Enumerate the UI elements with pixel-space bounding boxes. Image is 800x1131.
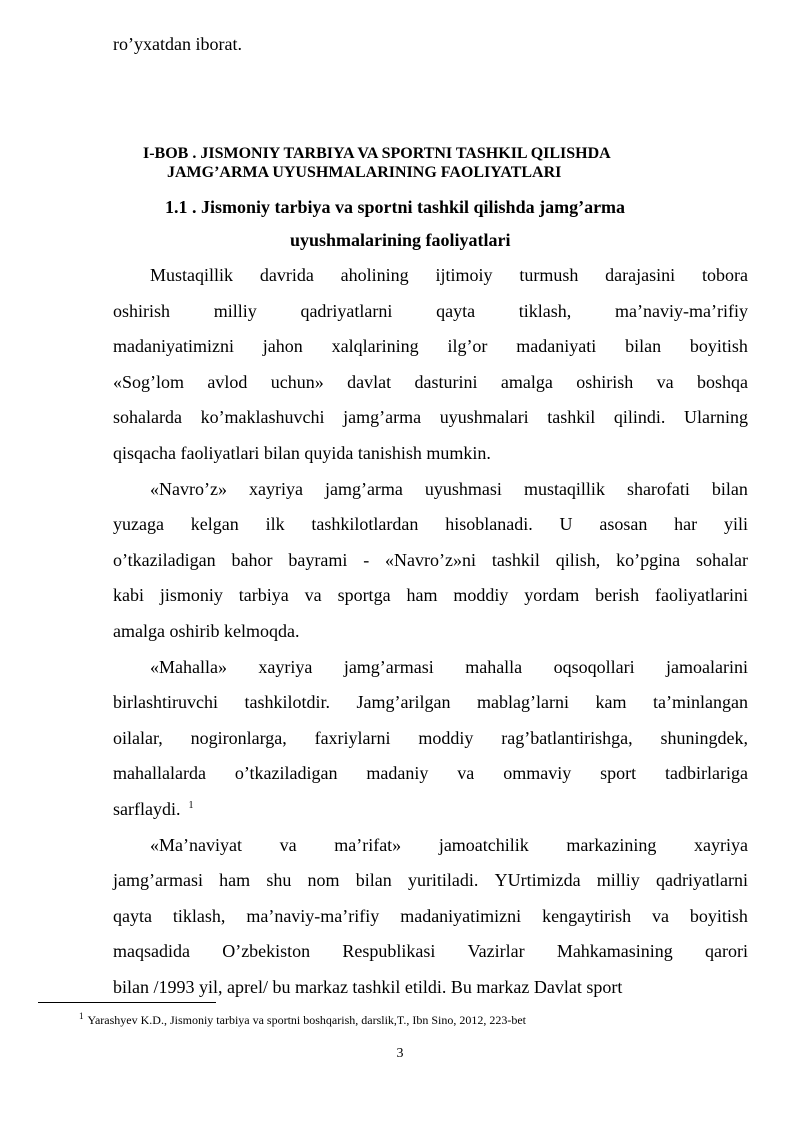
word: nom bbox=[307, 870, 340, 890]
word: bayrami bbox=[288, 550, 348, 570]
word: va bbox=[457, 763, 475, 783]
word: va bbox=[652, 906, 669, 926]
paragraph-line bbox=[150, 479, 748, 500]
word: oilalar, bbox=[113, 728, 163, 748]
word: moddiy bbox=[418, 728, 474, 748]
footnote-reference: 1 bbox=[188, 800, 194, 811]
word: «Ma’naviyat bbox=[150, 835, 242, 855]
word: bahor bbox=[231, 550, 273, 570]
word: o’tkaziladigan bbox=[113, 550, 216, 570]
word: Vazirlar bbox=[467, 941, 525, 961]
word: oqsoqollari bbox=[553, 657, 635, 677]
word: bilan bbox=[711, 479, 748, 499]
word: yili bbox=[723, 514, 748, 534]
word: tiklash, bbox=[518, 301, 572, 321]
word: mustaqillik bbox=[523, 479, 605, 499]
chapter-heading-line1: I-BOB . JISMONIY TARBIYA VA SPORTNI TASHKIL QILISHDA bbox=[143, 145, 611, 162]
word: ham bbox=[219, 870, 251, 890]
word: davrida bbox=[259, 265, 314, 285]
word: uchun» bbox=[270, 372, 324, 392]
word: - bbox=[363, 550, 370, 570]
word: dasturini bbox=[414, 372, 478, 392]
word: qayta bbox=[436, 301, 476, 321]
word: qarori bbox=[705, 941, 748, 961]
word: madaniyatimizni bbox=[400, 906, 522, 926]
word: oshirish bbox=[113, 301, 171, 321]
paragraph-line bbox=[113, 906, 748, 927]
word: tiklash, bbox=[172, 906, 226, 926]
word: uyushmalari bbox=[439, 407, 529, 427]
word: ma’naviy-ma’rifiy bbox=[246, 906, 380, 926]
paragraph-line: bilan /1993 yil, aprel/ bu markaz tashkil etildi. Bu markaz Davlat sport bbox=[113, 977, 623, 997]
paragraph-line bbox=[113, 372, 748, 393]
word: davlat bbox=[347, 372, 392, 392]
word: turmush bbox=[519, 265, 579, 285]
word: mahallalarda bbox=[113, 763, 206, 783]
section-heading-line2: uyushmalarining faoliyatlari bbox=[290, 230, 511, 250]
word: kabi bbox=[113, 585, 144, 605]
word: bilan bbox=[355, 870, 392, 890]
word: nogironlarga, bbox=[190, 728, 287, 748]
word: «Mahalla» bbox=[150, 657, 227, 677]
paragraph-line: qisqacha faoliyatlari bilan quyida tanishish mumkin. bbox=[113, 443, 491, 463]
word: moddiy bbox=[453, 585, 509, 605]
word: jamg’arma bbox=[343, 407, 422, 427]
word: xayriya bbox=[248, 479, 303, 499]
word: ilg’or bbox=[447, 336, 488, 356]
word: kengaytirish bbox=[542, 906, 632, 926]
paragraph-line bbox=[113, 407, 748, 428]
word: mablag’larni bbox=[477, 692, 569, 712]
word: Jamg’arilgan bbox=[356, 692, 451, 712]
footnote bbox=[79, 1011, 526, 1028]
word: ta’minlangan bbox=[653, 692, 748, 712]
word: xayriya bbox=[694, 835, 748, 855]
word: asosan bbox=[599, 514, 648, 534]
word: va bbox=[656, 372, 674, 392]
word: Mahkamasining bbox=[556, 941, 673, 961]
word: kelgan bbox=[190, 514, 239, 534]
word: madaniy bbox=[366, 763, 429, 783]
word: sohalarda bbox=[113, 407, 182, 427]
word: tashkil bbox=[547, 407, 596, 427]
chapter-heading-line2: JAMG’ARMA UYUSHMALARINING FAOLIYATLARI bbox=[167, 164, 562, 181]
word: qadriyatlarni bbox=[656, 870, 748, 890]
word: va bbox=[304, 585, 322, 605]
word: O’zbekiston bbox=[222, 941, 311, 961]
top-line: ro’yxatdan iborat. bbox=[113, 34, 242, 54]
word: boshqa bbox=[697, 372, 748, 392]
paragraph-line bbox=[150, 265, 748, 286]
word: U bbox=[559, 514, 573, 534]
word: ham bbox=[406, 585, 438, 605]
word: qilindi. bbox=[613, 407, 666, 427]
word: shuningdek, bbox=[660, 728, 748, 748]
word: YUrtimizda bbox=[494, 870, 581, 890]
word: faxriylarni bbox=[314, 728, 391, 748]
page-number: 3 bbox=[396, 1046, 404, 1061]
word: «Navro’z» bbox=[150, 479, 227, 499]
paragraph-line bbox=[113, 301, 748, 322]
word: hisoblanadi. bbox=[445, 514, 533, 534]
word: Mustaqillik bbox=[150, 265, 234, 285]
word: yordam bbox=[524, 585, 580, 605]
word: markazining bbox=[566, 835, 657, 855]
word: ilk bbox=[265, 514, 285, 534]
footnote-text: Yarashyev K.D., Jismoniy tarbiya va sportni boshqarish, darslik,T., Ibn Sino, 2012, 223-bet bbox=[87, 1013, 527, 1027]
word: qilish, bbox=[555, 550, 601, 570]
word: jismoniy bbox=[159, 585, 223, 605]
footnote-rule bbox=[38, 1002, 216, 1003]
word: madaniyati bbox=[516, 336, 597, 356]
word: tashkil bbox=[491, 550, 540, 570]
paragraph-line bbox=[113, 550, 748, 571]
word: boyitish bbox=[689, 906, 748, 926]
word: jamg’arma bbox=[324, 479, 403, 499]
word: xayriya bbox=[258, 657, 313, 677]
word: «Navro’z»ni bbox=[385, 550, 477, 570]
word: qayta bbox=[113, 906, 152, 926]
word: sport bbox=[600, 763, 637, 783]
word: shu bbox=[266, 870, 292, 890]
paragraph-line bbox=[113, 514, 748, 535]
word: boyitish bbox=[689, 336, 748, 356]
word: jahon bbox=[262, 336, 303, 356]
word: tadbirlariga bbox=[665, 763, 748, 783]
word: ommaviy bbox=[503, 763, 572, 783]
word: yuritiladi. bbox=[407, 870, 479, 890]
word: maqsadida bbox=[113, 941, 190, 961]
paragraph-line: amalga oshirib kelmoqda. bbox=[113, 621, 300, 641]
word: o’tkaziladigan bbox=[234, 763, 338, 783]
word: mahalla bbox=[465, 657, 523, 677]
paragraph-line bbox=[113, 692, 748, 713]
word: jamg’armasi bbox=[113, 870, 203, 890]
word: rag’batlantirishga, bbox=[501, 728, 633, 748]
paragraph-line bbox=[150, 657, 748, 678]
word: kam bbox=[595, 692, 627, 712]
section-heading-line1: 1.1 . Jismoniy tarbiya va sportni tashkil qilishda jamg’arma bbox=[165, 197, 626, 217]
word: sportga bbox=[337, 585, 391, 605]
word: aholining bbox=[340, 265, 409, 285]
word: har bbox=[674, 514, 698, 534]
word: tobora bbox=[701, 265, 748, 285]
word: tashkilotdir. bbox=[244, 692, 330, 712]
word: uyushmasi bbox=[424, 479, 502, 499]
word: Respublikasi bbox=[342, 941, 436, 961]
word: ma’rifat» bbox=[334, 835, 402, 855]
word: milliy bbox=[213, 301, 257, 321]
word: faoliyatlarini bbox=[655, 585, 748, 605]
paragraph-line bbox=[113, 941, 748, 962]
word: ko’maklashuvchi bbox=[200, 407, 325, 427]
word: va bbox=[279, 835, 297, 855]
word: jamg’armasi bbox=[343, 657, 434, 677]
footnote-mark: 1 bbox=[79, 1011, 84, 1021]
paragraph-line bbox=[113, 763, 748, 784]
word: sharofati bbox=[626, 479, 690, 499]
word: jamoatchilik bbox=[438, 835, 529, 855]
word: ijtimoiy bbox=[435, 265, 493, 285]
word: birlashtiruvchi bbox=[113, 692, 218, 712]
paragraph-line: sarflaydi. $^1$ bbox=[113, 799, 194, 819]
word: madaniyatimizni bbox=[113, 336, 234, 356]
word: xalqlarining bbox=[331, 336, 419, 356]
word: ma’naviy-ma’rifiy bbox=[615, 301, 748, 321]
word: amalga bbox=[500, 372, 553, 392]
word: oshirish bbox=[576, 372, 634, 392]
paragraph-line bbox=[113, 585, 748, 606]
word: Ularning bbox=[683, 407, 748, 427]
word: yuzaga bbox=[113, 514, 164, 534]
word: qadriyatlarni bbox=[300, 301, 393, 321]
word: bilan bbox=[625, 336, 662, 356]
word: sohalar bbox=[695, 550, 748, 570]
paragraph-line bbox=[113, 336, 748, 357]
word: milliy bbox=[596, 870, 640, 890]
paragraph-line bbox=[113, 728, 748, 749]
word: tarbiya bbox=[238, 585, 289, 605]
word: berish bbox=[595, 585, 640, 605]
word: «Sog’lom bbox=[113, 372, 185, 392]
paragraph-line bbox=[113, 870, 748, 891]
word: jamoalarini bbox=[666, 657, 748, 677]
word: avlod bbox=[207, 372, 248, 392]
word: tashkilotlardan bbox=[311, 514, 419, 534]
word: ko’pgina bbox=[616, 550, 681, 570]
paragraph-line bbox=[150, 835, 748, 856]
word: darajasini bbox=[605, 265, 676, 285]
